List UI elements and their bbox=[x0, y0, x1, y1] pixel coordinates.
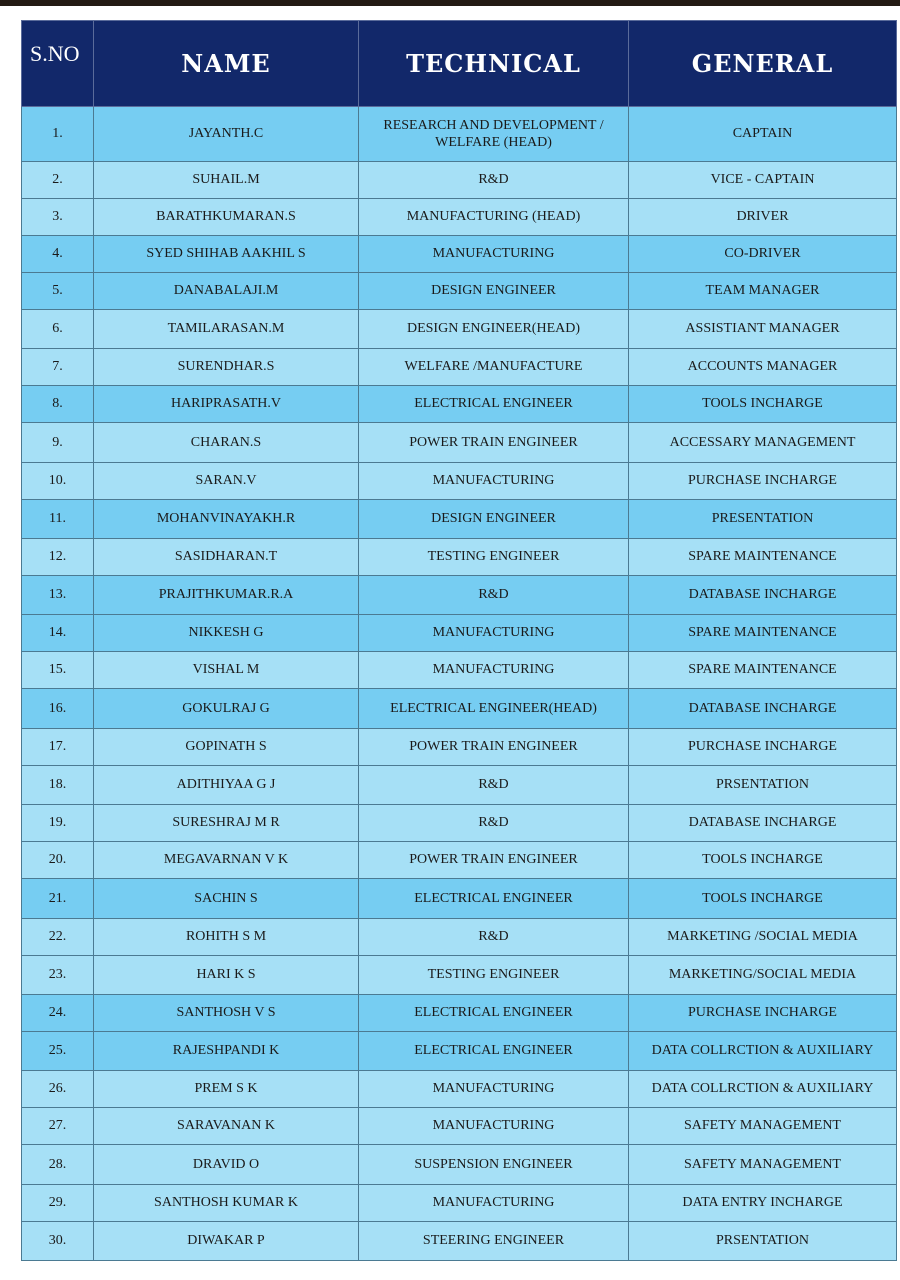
cell-technical: MANUFACTURING bbox=[359, 236, 629, 273]
table-row bbox=[22, 689, 897, 729]
cell-sno: 11. bbox=[22, 500, 94, 539]
cell-sno: 17. bbox=[22, 729, 94, 766]
cell-name: PRAJITHKUMAR.R.A bbox=[94, 576, 359, 615]
cell-general: SPARE MAINTENANCE bbox=[629, 652, 897, 689]
cell-general: TOOLS INCHARGE bbox=[629, 386, 897, 423]
table-row bbox=[22, 995, 897, 1032]
cell-general: DATA COLLRCTION & AUXILIARY bbox=[629, 1032, 897, 1071]
cell-sno: 10. bbox=[22, 463, 94, 500]
table-row bbox=[22, 500, 897, 539]
table-header bbox=[22, 21, 897, 107]
cell-general: ACCOUNTS MANAGER bbox=[629, 349, 897, 386]
cell-sno: 26. bbox=[22, 1071, 94, 1108]
header-name: NAME bbox=[94, 21, 359, 107]
cell-name: SANTHOSH KUMAR K bbox=[94, 1185, 359, 1222]
cell-general: PRESENTATION bbox=[629, 500, 897, 539]
cell-name: SANTHOSH V S bbox=[94, 995, 359, 1032]
cell-sno: 30. bbox=[22, 1222, 94, 1261]
cell-name: SUHAIL.M bbox=[94, 162, 359, 199]
cell-sno: 22. bbox=[22, 919, 94, 956]
cell-general: VICE - CAPTAIN bbox=[629, 162, 897, 199]
cell-sno: 21. bbox=[22, 879, 94, 919]
cell-sno: 3. bbox=[22, 199, 94, 236]
cell-sno: 5. bbox=[22, 273, 94, 310]
cell-name: BARATHKUMARAN.S bbox=[94, 199, 359, 236]
cell-general: DATA COLLRCTION & AUXILIARY bbox=[629, 1071, 897, 1108]
header-technical: TECHNICAL bbox=[359, 21, 629, 107]
cell-sno: 16. bbox=[22, 689, 94, 729]
cell-name: DANABALAJI.M bbox=[94, 273, 359, 310]
cell-name: ADITHIYAA G J bbox=[94, 766, 359, 805]
table-row bbox=[22, 1032, 897, 1071]
cell-name: NIKKESH G bbox=[94, 615, 359, 652]
cell-name: DIWAKAR P bbox=[94, 1222, 359, 1261]
cell-technical: TESTING ENGINEER bbox=[359, 956, 629, 995]
cell-technical: R&D bbox=[359, 766, 629, 805]
cell-name: SASIDHARAN.T bbox=[94, 539, 359, 576]
table-row bbox=[22, 729, 897, 766]
cell-sno: 15. bbox=[22, 652, 94, 689]
cell-general: ASSISTIANT MANAGER bbox=[629, 310, 897, 349]
cell-sno: 12. bbox=[22, 539, 94, 576]
table-body bbox=[22, 107, 897, 1261]
cell-technical: MANUFACTURING (HEAD) bbox=[359, 199, 629, 236]
table-row bbox=[22, 236, 897, 273]
header-sno: S.NO bbox=[22, 21, 94, 107]
cell-sno: 24. bbox=[22, 995, 94, 1032]
cell-sno: 2. bbox=[22, 162, 94, 199]
table-row bbox=[22, 349, 897, 386]
cell-name: HARI K S bbox=[94, 956, 359, 995]
cell-sno: 25. bbox=[22, 1032, 94, 1071]
cell-technical: ELECTRICAL ENGINEER bbox=[359, 1032, 629, 1071]
table-row bbox=[22, 107, 897, 162]
cell-name: ROHITH S M bbox=[94, 919, 359, 956]
cell-name: SARAN.V bbox=[94, 463, 359, 500]
table-row bbox=[22, 463, 897, 500]
cell-general: PURCHASE INCHARGE bbox=[629, 729, 897, 766]
table-row bbox=[22, 1108, 897, 1145]
cell-technical: POWER TRAIN ENGINEER bbox=[359, 842, 629, 879]
cell-sno: 23. bbox=[22, 956, 94, 995]
cell-technical: MANUFACTURING bbox=[359, 1185, 629, 1222]
cell-general: MARKETING/SOCIAL MEDIA bbox=[629, 956, 897, 995]
cell-name: SARAVANAN K bbox=[94, 1108, 359, 1145]
cell-technical: ELECTRICAL ENGINEER bbox=[359, 995, 629, 1032]
table-row bbox=[22, 615, 897, 652]
cell-name: GOKULRAJ G bbox=[94, 689, 359, 729]
cell-technical: POWER TRAIN ENGINEER bbox=[359, 423, 629, 463]
cell-sno: 20. bbox=[22, 842, 94, 879]
cell-technical: R&D bbox=[359, 805, 629, 842]
cell-general: SAFETY MANAGEMENT bbox=[629, 1108, 897, 1145]
cell-name: DRAVID O bbox=[94, 1145, 359, 1185]
cell-name: SURENDHAR.S bbox=[94, 349, 359, 386]
cell-technical: ELECTRICAL ENGINEER(HEAD) bbox=[359, 689, 629, 729]
cell-sno: 18. bbox=[22, 766, 94, 805]
cell-general: DATABASE INCHARGE bbox=[629, 689, 897, 729]
cell-general: PURCHASE INCHARGE bbox=[629, 995, 897, 1032]
top-border-bar bbox=[0, 0, 900, 6]
cell-sno: 1. bbox=[22, 107, 94, 162]
cell-general: MARKETING /SOCIAL MEDIA bbox=[629, 919, 897, 956]
table-row bbox=[22, 842, 897, 879]
cell-general: SAFETY MANAGEMENT bbox=[629, 1145, 897, 1185]
cell-sno: 6. bbox=[22, 310, 94, 349]
cell-name: MOHANVINAYAKH.R bbox=[94, 500, 359, 539]
cell-sno: 29. bbox=[22, 1185, 94, 1222]
cell-sno: 19. bbox=[22, 805, 94, 842]
header-general: GENERAL bbox=[629, 21, 897, 107]
cell-general: DRIVER bbox=[629, 199, 897, 236]
cell-technical: MANUFACTURING bbox=[359, 1108, 629, 1145]
cell-name: PREM S K bbox=[94, 1071, 359, 1108]
team-roster-table bbox=[21, 20, 897, 1261]
table-row bbox=[22, 1222, 897, 1261]
table-row bbox=[22, 423, 897, 463]
cell-technical: R&D bbox=[359, 576, 629, 615]
cell-technical: MANUFACTURING bbox=[359, 652, 629, 689]
table-row bbox=[22, 766, 897, 805]
cell-general: PRSENTATION bbox=[629, 1222, 897, 1261]
cell-technical: DESIGN ENGINEER(HEAD) bbox=[359, 310, 629, 349]
table-row bbox=[22, 956, 897, 995]
cell-name: TAMILARASAN.M bbox=[94, 310, 359, 349]
cell-sno: 4. bbox=[22, 236, 94, 273]
table-row bbox=[22, 539, 897, 576]
cell-general: SPARE MAINTENANCE bbox=[629, 615, 897, 652]
cell-name: SURESHRAJ M R bbox=[94, 805, 359, 842]
cell-sno: 13. bbox=[22, 576, 94, 615]
cell-name: VISHAL M bbox=[94, 652, 359, 689]
cell-name: JAYANTH.C bbox=[94, 107, 359, 162]
cell-technical: POWER TRAIN ENGINEER bbox=[359, 729, 629, 766]
cell-name: GOPINATH S bbox=[94, 729, 359, 766]
cell-name: MEGAVARNAN V K bbox=[94, 842, 359, 879]
cell-technical: MANUFACTURING bbox=[359, 1071, 629, 1108]
table-row bbox=[22, 1185, 897, 1222]
table-row bbox=[22, 162, 897, 199]
table-row bbox=[22, 1071, 897, 1108]
table-row bbox=[22, 805, 897, 842]
cell-general: TEAM MANAGER bbox=[629, 273, 897, 310]
cell-general: PURCHASE INCHARGE bbox=[629, 463, 897, 500]
cell-technical: TESTING ENGINEER bbox=[359, 539, 629, 576]
cell-general: DATABASE INCHARGE bbox=[629, 576, 897, 615]
cell-general: ACCESSARY MANAGEMENT bbox=[629, 423, 897, 463]
cell-general: SPARE MAINTENANCE bbox=[629, 539, 897, 576]
cell-technical: DESIGN ENGINEER bbox=[359, 500, 629, 539]
cell-sno: 8. bbox=[22, 386, 94, 423]
table-row bbox=[22, 310, 897, 349]
cell-sno: 28. bbox=[22, 1145, 94, 1185]
cell-sno: 7. bbox=[22, 349, 94, 386]
cell-general: PRSENTATION bbox=[629, 766, 897, 805]
cell-name: HARIPRASATH.V bbox=[94, 386, 359, 423]
cell-general: TOOLS INCHARGE bbox=[629, 879, 897, 919]
table-row bbox=[22, 879, 897, 919]
table-row bbox=[22, 273, 897, 310]
table-row bbox=[22, 652, 897, 689]
cell-sno: 14. bbox=[22, 615, 94, 652]
cell-technical: MANUFACTURING bbox=[359, 463, 629, 500]
cell-name: SYED SHIHAB AAKHIL S bbox=[94, 236, 359, 273]
table-row bbox=[22, 199, 897, 236]
header-row bbox=[22, 21, 897, 107]
cell-name: RAJESHPANDI K bbox=[94, 1032, 359, 1071]
cell-name: SACHIN S bbox=[94, 879, 359, 919]
table-row bbox=[22, 919, 897, 956]
table-row bbox=[22, 576, 897, 615]
cell-technical: ELECTRICAL ENGINEER bbox=[359, 386, 629, 423]
cell-general: DATABASE INCHARGE bbox=[629, 805, 897, 842]
cell-technical: R&D bbox=[359, 162, 629, 199]
cell-general: TOOLS INCHARGE bbox=[629, 842, 897, 879]
cell-technical: SUSPENSION ENGINEER bbox=[359, 1145, 629, 1185]
table-row bbox=[22, 386, 897, 423]
cell-technical: STEERING ENGINEER bbox=[359, 1222, 629, 1261]
cell-technical: RESEARCH AND DEVELOPMENT / WELFARE (HEAD) bbox=[359, 107, 629, 162]
cell-general: CAPTAIN bbox=[629, 107, 897, 162]
cell-general: CO-DRIVER bbox=[629, 236, 897, 273]
cell-technical: ELECTRICAL ENGINEER bbox=[359, 879, 629, 919]
table-row bbox=[22, 1145, 897, 1185]
cell-technical: R&D bbox=[359, 919, 629, 956]
cell-technical: MANUFACTURING bbox=[359, 615, 629, 652]
cell-sno: 27. bbox=[22, 1108, 94, 1145]
cell-technical: DESIGN ENGINEER bbox=[359, 273, 629, 310]
cell-sno: 9. bbox=[22, 423, 94, 463]
cell-general: DATA ENTRY INCHARGE bbox=[629, 1185, 897, 1222]
cell-technical: WELFARE /MANUFACTURE bbox=[359, 349, 629, 386]
cell-name: CHARAN.S bbox=[94, 423, 359, 463]
